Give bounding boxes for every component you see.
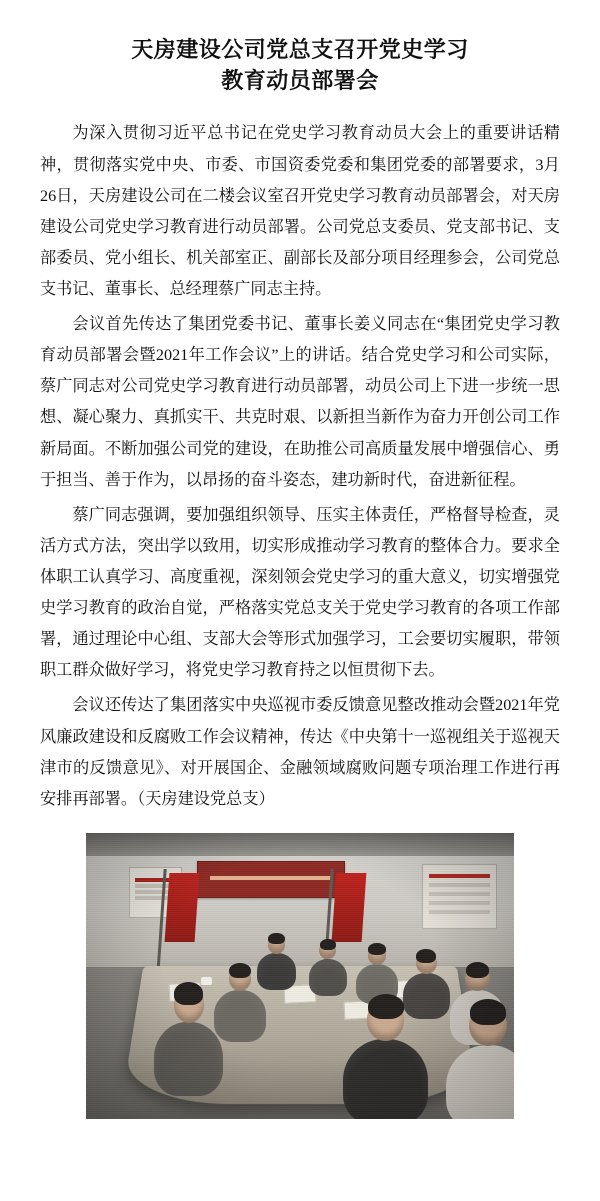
photo-attendee [154,1022,222,1096]
title-line-1: 天房建设公司党总支召开党史学习 [131,37,469,62]
photo-attendee-head [268,936,285,954]
paragraph-1: 为深入贯彻习近平总书记在党史学习教育动员大会上的重要讲话精神，贯彻落实党中央、市委、市国资委党委和集团党委的部署要求，3月26日，天房建设公司在二楼会议室召开党史学习教育动员部署会，对天房建设公司党史学习教育进行动员部署。公司党总支委员、党支部书记、支部委员、党小组长、机关部室正、副部长及部分项目经理参会，公司党总支书记、董事长、总经理蔡广同志主持。 [40,124,560,299]
photo-attendee [403,973,450,1019]
photo-ceiling [86,833,514,856]
photo-attendee-head [174,987,204,1023]
article-body [40,118,560,814]
photo-attendee [257,953,296,990]
photo-attendee [343,1039,429,1119]
photo-meeting-banner [197,861,345,897]
photo-notice-board-right [422,864,497,929]
meeting-photo [86,833,514,1119]
photo-attendee-head [465,965,489,991]
paragraph-3: 蔡广同志强调，要加强组织领导、压实主体责任，严格督导检查，灵活方式方法，突出学以致用，切实形成推动学习教育的整体合力。要求全体职工认真学习、高度重视，深刻领会党史学习的重大意义，切实增强党史学习教育的政治自觉，严格落实党总支关于党史学习教育的各项工作部署，通过理论中心组、支部大会等形式加强学习，工会要切实履职，带领职工群众做好学习，将党史学习教育持之以恒贯彻下去。 [40,505,560,680]
photo-container [40,833,560,1119]
photo-cup [201,977,212,984]
paragraph-4: 会议还传达了集团落实中央巡视市委反馈意见整改推动会暨2021年党风廉政建设和反腐败工作会议精神，传达《中央第十一巡视组关于巡视天津市的反馈意见》、对开展国企、金融领域腐败问题专项治理工作进行再安排再部署。（天房建设党总支） [40,696,560,808]
page-title [40,34,560,96]
photo-attendee-head [367,999,405,1040]
photo-attendee-head [416,952,437,974]
paragraph-2: 会议首先传达了集团党委书记、董事长姜义同志在“集团党史学习教育动员部署会暨2021年工作会议”上的讲话。结合党史学习和公司实际，蔡广同志对公司党史学习教育进行动员部署，动员公司上下进一步统一思想、凝心聚力、真抓实干、共克时艰、以新担当新作为奋力开创公司工作新局面。不断加强公司党的建设，在助推公司高质量发展中增强信心、勇于担当、善于作为，以昂扬的奋斗姿态，建功新时代，奋进新征程。 [40,315,560,489]
photo-attendee [214,990,265,1041]
photo-flag-left [165,873,200,942]
title-line-2: 教育动员部署会 [221,68,379,94]
photo-flag-right [332,873,367,942]
photo-attendee [309,959,348,996]
